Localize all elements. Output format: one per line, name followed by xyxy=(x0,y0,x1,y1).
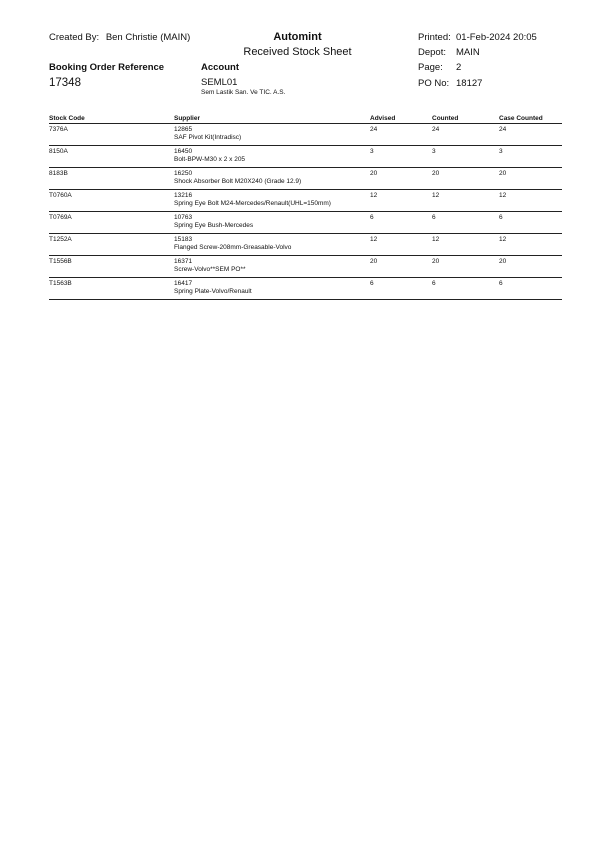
supplier-cell xyxy=(174,190,370,212)
supplier-cell xyxy=(174,212,370,234)
depot-value: MAIN xyxy=(456,47,480,58)
counted-qty: 20 xyxy=(432,256,499,278)
advised-qty: 20 xyxy=(370,256,432,278)
case-counted-qty: 6 xyxy=(499,278,562,300)
supplier-cell xyxy=(174,146,370,168)
booking-ref-label: Booking Order Reference xyxy=(49,62,165,73)
company-name: Automint xyxy=(273,31,322,43)
supplier-code: 16371 xyxy=(174,258,193,265)
case-counted-qty: 12 xyxy=(499,190,562,212)
supplier-code: 16417 xyxy=(174,280,193,287)
supplier-cell xyxy=(174,168,370,190)
case-counted-qty: 20 xyxy=(499,256,562,278)
po-label: PO No: xyxy=(418,78,450,89)
item-description: Spring Eye Bolt M24-Mercedes/Renault(UHL=150mm) xyxy=(174,200,331,207)
table-header-row xyxy=(49,114,562,124)
page-label: Page: xyxy=(418,62,443,73)
table-row xyxy=(49,212,562,234)
col-supplier: Supplier xyxy=(174,114,370,124)
stock-code: 8150A xyxy=(49,146,174,168)
counted-qty: 6 xyxy=(432,278,499,300)
counted-qty: 12 xyxy=(432,234,499,256)
counted-qty: 24 xyxy=(432,124,499,146)
account-name: Sem Lastik San. Ve TIC. A.S. xyxy=(201,89,286,96)
advised-qty: 3 xyxy=(370,146,432,168)
case-counted-qty: 6 xyxy=(499,212,562,234)
table-row xyxy=(49,256,562,278)
stock-table xyxy=(49,114,562,300)
table-row xyxy=(49,168,562,190)
account-label: Account xyxy=(201,62,239,73)
item-description: Spring Plate-Volvo/Renault xyxy=(174,288,252,295)
table-row xyxy=(49,234,562,256)
table-row xyxy=(49,124,562,146)
case-counted-qty: 24 xyxy=(499,124,562,146)
advised-qty: 6 xyxy=(370,212,432,234)
supplier-code: 16450 xyxy=(174,148,193,155)
item-description: SAF Pivot Kit(Intradisc) xyxy=(174,134,242,141)
advised-qty: 6 xyxy=(370,278,432,300)
table-row xyxy=(49,278,562,300)
table-row xyxy=(49,146,562,168)
stock-code: T1556B xyxy=(49,256,174,278)
supplier-cell xyxy=(174,234,370,256)
item-description: Shock Absorber Bolt M20X240 (Grade 12.9) xyxy=(174,178,302,185)
supplier-code: 12865 xyxy=(174,126,193,133)
supplier-cell xyxy=(174,278,370,300)
stock-code: T0769A xyxy=(49,212,174,234)
page-number: 2 xyxy=(456,62,462,73)
item-description: Screw-Volvo**SEM PO** xyxy=(174,266,246,273)
stock-code: 7376A xyxy=(49,124,174,146)
advised-qty: 12 xyxy=(370,234,432,256)
created-by-value: Ben Christie (MAIN) xyxy=(105,32,191,43)
supplier-code: 16250 xyxy=(174,170,193,177)
stock-code: T1563B xyxy=(49,278,174,300)
item-description: Bolt-BPW-M30 x 2 x 205 xyxy=(174,156,246,163)
booking-ref-value: 17348 xyxy=(49,77,81,89)
po-number: 18127 xyxy=(456,78,483,89)
advised-qty: 20 xyxy=(370,168,432,190)
counted-qty: 6 xyxy=(432,212,499,234)
sheet-title: Received Stock Sheet xyxy=(243,46,352,58)
col-case-counted: Case Counted xyxy=(499,114,562,124)
col-stock-code: Stock Code xyxy=(49,114,174,124)
item-description: Spring Eye Bush-Mercedes xyxy=(174,222,254,229)
supplier-code: 15183 xyxy=(174,236,193,243)
counted-qty: 20 xyxy=(432,168,499,190)
counted-qty: 3 xyxy=(432,146,499,168)
printed-label: Printed: xyxy=(418,32,451,43)
col-counted: Counted xyxy=(432,114,499,124)
advised-qty: 12 xyxy=(370,190,432,212)
supplier-code: 13216 xyxy=(174,192,193,199)
supplier-code: 10763 xyxy=(174,214,193,221)
case-counted-qty: 3 xyxy=(499,146,562,168)
item-description: Flanged Screw-208mm-Greasable-Volvo xyxy=(174,244,292,251)
counted-qty: 12 xyxy=(432,190,499,212)
supplier-cell xyxy=(174,256,370,278)
printed-value: 01-Feb-2024 20:05 xyxy=(456,32,537,43)
col-advised: Advised xyxy=(370,114,432,124)
depot-label: Depot: xyxy=(418,47,446,58)
case-counted-qty: 20 xyxy=(499,168,562,190)
table-row xyxy=(49,190,562,212)
account-code: SEML01 xyxy=(201,77,238,88)
case-counted-qty: 12 xyxy=(499,234,562,256)
created-by-label: Created By: xyxy=(49,32,100,43)
advised-qty: 24 xyxy=(370,124,432,146)
stock-code: T1252A xyxy=(49,234,174,256)
supplier-cell xyxy=(174,124,370,146)
stock-code: 8183B xyxy=(49,168,174,190)
stock-code: T0760A xyxy=(49,190,174,212)
